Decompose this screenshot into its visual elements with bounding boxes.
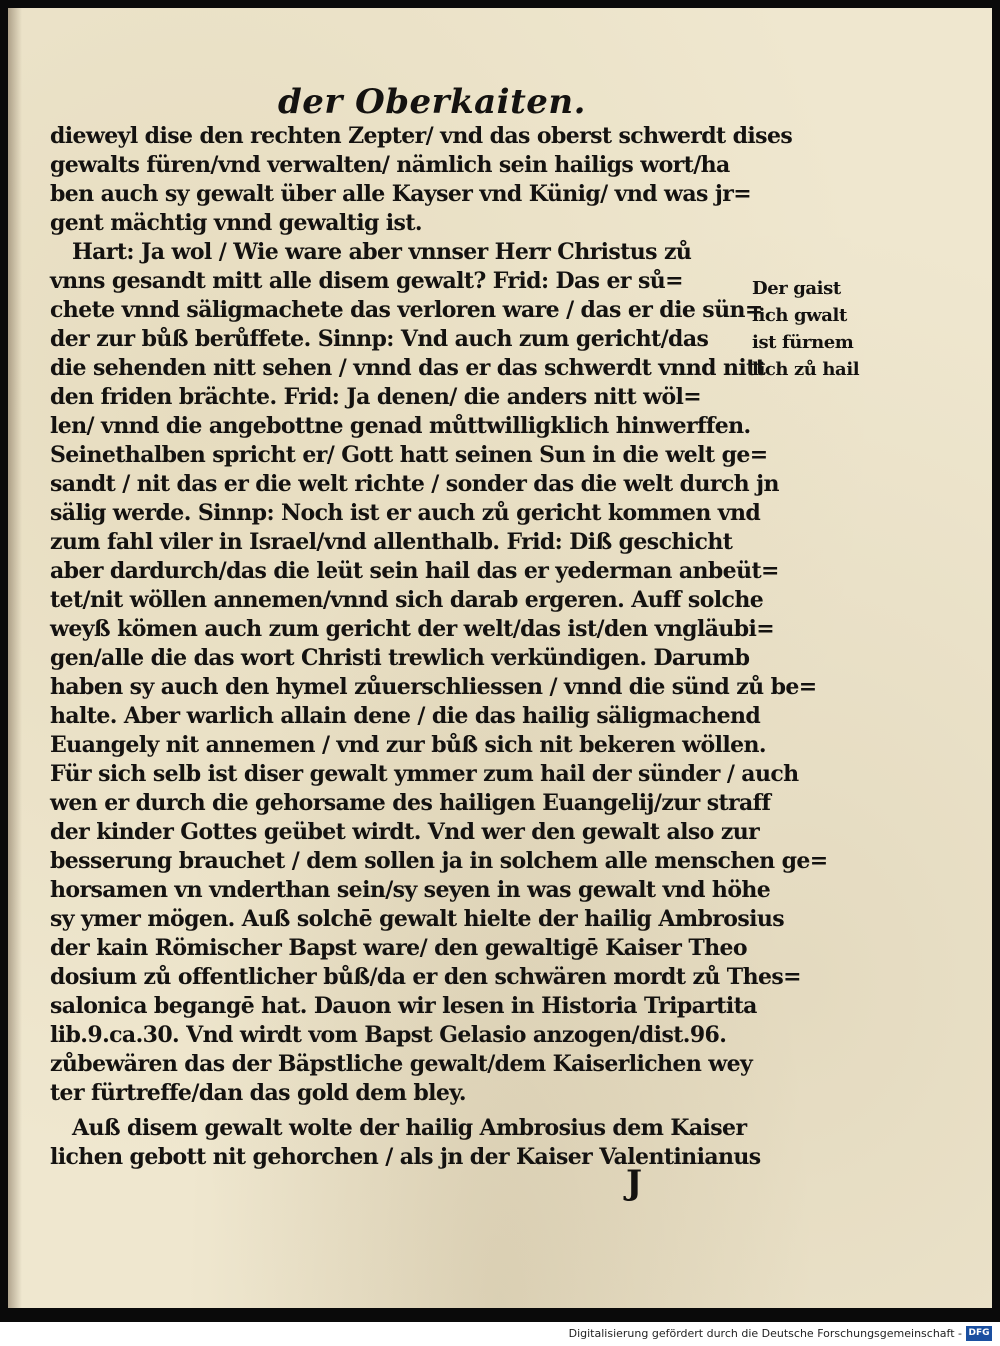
text-line: ben auch sy gewalt über alle Kayser vnd Künig/ vnd was jr= <box>50 181 752 207</box>
text-line: den friden brächte. Frid: Ja denen/ die anders nitt wöl= <box>50 384 702 410</box>
margin-note-line: lich gwalt <box>752 305 847 326</box>
text-line: Euangely nit annemen / vnd zur bůß sich nit bekeren wöllen. <box>50 732 766 758</box>
text-line: zůbewären das der Bäpstliche gewalt/dem Kaiserlichen wey <box>50 1051 753 1077</box>
text-line: dosium zů offentlicher bůß/da er den schwären mordt zů Thes= <box>50 964 801 990</box>
text-line: weyß kömen auch zum gericht der welt/das ist/den vngläubi= <box>50 616 775 642</box>
text-line: tet/nit wöllen annemen/vnnd sich darab ergeren. Auff solche <box>50 587 764 613</box>
text-line: gen/alle die das wort Christi trewlich verkündigen. Darumb <box>50 645 750 671</box>
text-line: sy ymer mögen. Auß solchē gewalt hielte der hailig Ambrosius <box>50 906 785 932</box>
text-line: der kinder Gottes geübet wirdt. Vnd wer den gewalt also zur <box>50 819 760 845</box>
text-line: besserung brauchet / dem sollen ja in solchem alle menschen ge= <box>50 848 828 874</box>
text-line: vnns gesandt mitt alle disem gewalt? Frid: Das er sů= <box>50 268 683 294</box>
text-line: len/ vnnd die angebottne genad můttwilligklich hinwerffen. <box>50 413 751 439</box>
text-line: lib.9.ca.30. Vnd wirdt vom Bapst Gelasio anzogen/dist.96. <box>50 1022 727 1048</box>
text-line: gent mächtig vnnd gewaltig ist. <box>50 210 422 236</box>
signature-mark: J <box>626 1163 643 1203</box>
text-line: ter fürtreffe/dan das gold dem bley. <box>50 1080 466 1106</box>
text-line: zum fahl viler in Israel/vnd allenthalb. Frid: Diß geschicht <box>50 529 733 555</box>
text-line: wen er durch die gehorsame des hailigen Euangelij/zur straff <box>50 790 771 816</box>
text-line: der zur bůß berůffete. Sinnp: Vnd auch zum gericht/das <box>50 326 709 352</box>
text-line: sandt / nit das er die welt richte / sonder das die welt durch jn <box>50 471 779 497</box>
text-line: horsamen vn vnderthan sein/sy seyen in was gewalt vnd höhe <box>50 877 771 903</box>
margin-note-line: lich zů hail <box>752 359 860 380</box>
text-line: halte. Aber warlich allain dene / die das hailig säligmachend <box>50 703 761 729</box>
running-head: der Oberkaiten. <box>278 82 586 122</box>
text-line: dieweyl dise den rechten Zepter/ vnd das oberst schwerdt dises <box>50 123 793 149</box>
footer-credit: Digitalisierung gefördert durch die Deutsche Forschungsgemeinschaft - <box>568 1327 962 1340</box>
dfg-logo[interactable]: DFG <box>966 1326 992 1341</box>
text-line: aber dardurch/das die leüt sein hail das er yederman anbeüt= <box>50 558 779 584</box>
text-line: sälig werde. Sinnp: Noch ist er auch zů gericht kommen vnd <box>50 500 761 526</box>
text-line: haben sy auch den hymel zůuerschliessen / vnnd die sünd zů be= <box>50 674 817 700</box>
text-line: Hart: Ja wol / Wie ware aber vnnser Herr Christus zů <box>72 239 692 265</box>
margin-note <box>752 275 882 383</box>
text-line: chete vnnd säligmachete das verloren ware / das er die sün= <box>50 297 763 323</box>
text-line: Seinethalben spricht er/ Gott hatt seinen Sun in die welt ge= <box>50 442 768 468</box>
text-line: lichen gebott nit gehorchen / als jn der Kaiser Valentinianus <box>50 1144 761 1170</box>
text-line: salonica begangē hat. Dauon wir lesen in Historia Tripartita <box>50 993 757 1019</box>
text-line: der kain Römischer Bapst ware/ den gewaltigē Kaiser Theo <box>50 935 747 961</box>
text-line: Auß disem gewalt wolte der hailig Ambrosius dem Kaiser <box>72 1115 747 1141</box>
text-line: die sehenden nitt sehen / vnnd das er das schwerdt vnnd nitt <box>50 355 766 381</box>
footer-bar <box>0 1322 1000 1346</box>
text-line: Für sich selb ist diser gewalt ymmer zum hail der sünder / auch <box>50 761 799 787</box>
margin-note-line: Der gaist <box>752 278 841 299</box>
margin-note-line: ist fürnem <box>752 332 854 353</box>
page-gutter-shadow <box>8 8 22 1308</box>
text-line: gewalts füren/vnd verwalten/ nämlich sein hailigs wort/ha <box>50 152 730 178</box>
